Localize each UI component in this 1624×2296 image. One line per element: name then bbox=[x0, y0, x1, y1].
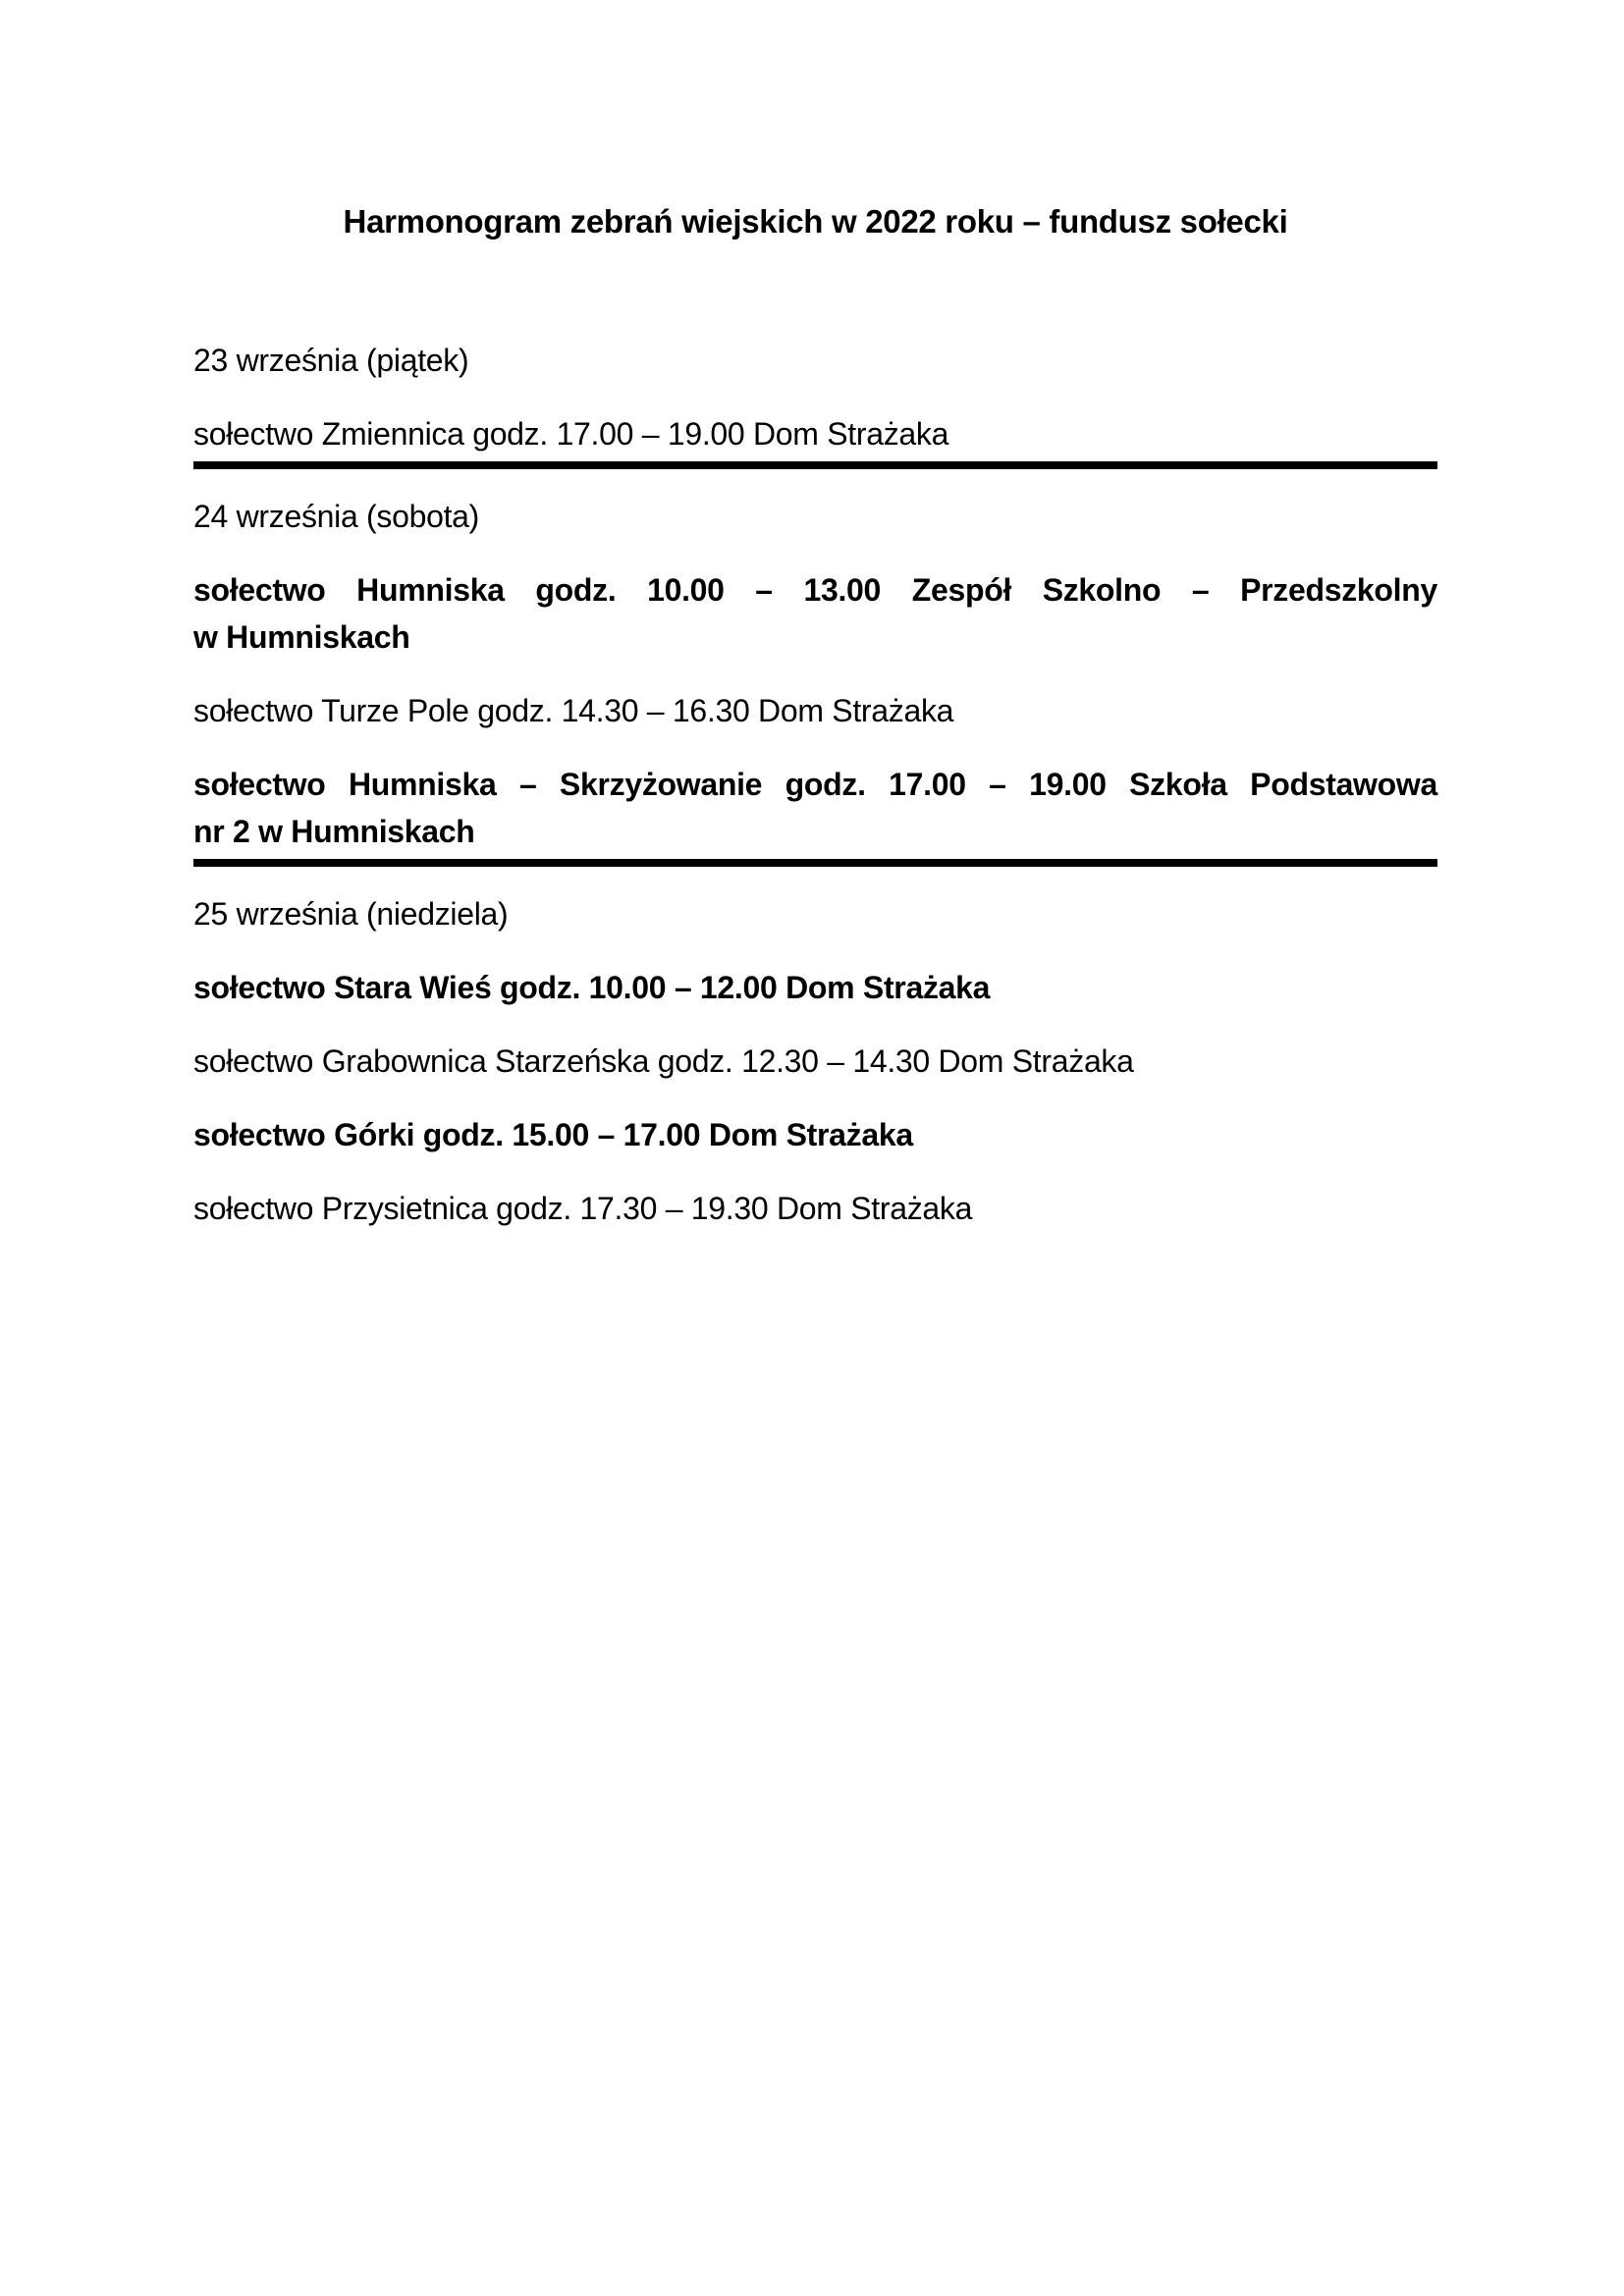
meeting-entry-line: sołectwo Humniska godz. 10.00 – 13.00 Zespół Szkolno – Przedszkolny bbox=[193, 572, 1437, 608]
meeting-entry-gorki: sołectwo Górki godz. 15.00 – 17.00 Dom Strażaka bbox=[193, 1117, 913, 1152]
document-title: Harmonogram zebrań wiejskich w 2022 roku – fundusz sołecki bbox=[343, 203, 1288, 240]
date-heading-25-wrzesnia: 25 września (niedziela) bbox=[193, 896, 509, 932]
meeting-entry-przysietnica: sołectwo Przysietnica godz. 17.30 – 19.30 Dom Strażaka bbox=[193, 1191, 973, 1226]
meeting-entry-humniska bbox=[193, 566, 1437, 661]
meeting-entry-grabownica-starzenska: sołectwo Grabownica Starzeńska godz. 12.30 – 14.30 Dom Strażaka bbox=[193, 1043, 1134, 1079]
meeting-entry-turze-pole: sołectwo Turze Pole godz. 14.30 – 16.30 Dom Strażaka bbox=[193, 693, 954, 728]
meeting-entry-zmiennica: sołectwo Zmiennica godz. 17.00 – 19.00 Dom Strażaka bbox=[193, 410, 1437, 469]
meeting-entry-line: nr 2 w Humniskach bbox=[193, 814, 475, 849]
meeting-entry-line: sołectwo Humniska – Skrzyżowanie godz. 17.00 – 19.00 Szkoła Podstawowa bbox=[193, 767, 1437, 802]
date-heading-23-wrzesnia: 23 września (piątek) bbox=[193, 343, 469, 378]
date-heading-24-wrzesnia: 24 września (sobota) bbox=[193, 499, 480, 534]
meeting-entry-line: w Humniskach bbox=[193, 619, 410, 655]
meeting-entry-stara-wies: sołectwo Stara Wieś godz. 10.00 – 12.00 Dom Strażaka bbox=[193, 970, 991, 1005]
meeting-entry-humniska-skrzyzowanie bbox=[193, 761, 1437, 867]
